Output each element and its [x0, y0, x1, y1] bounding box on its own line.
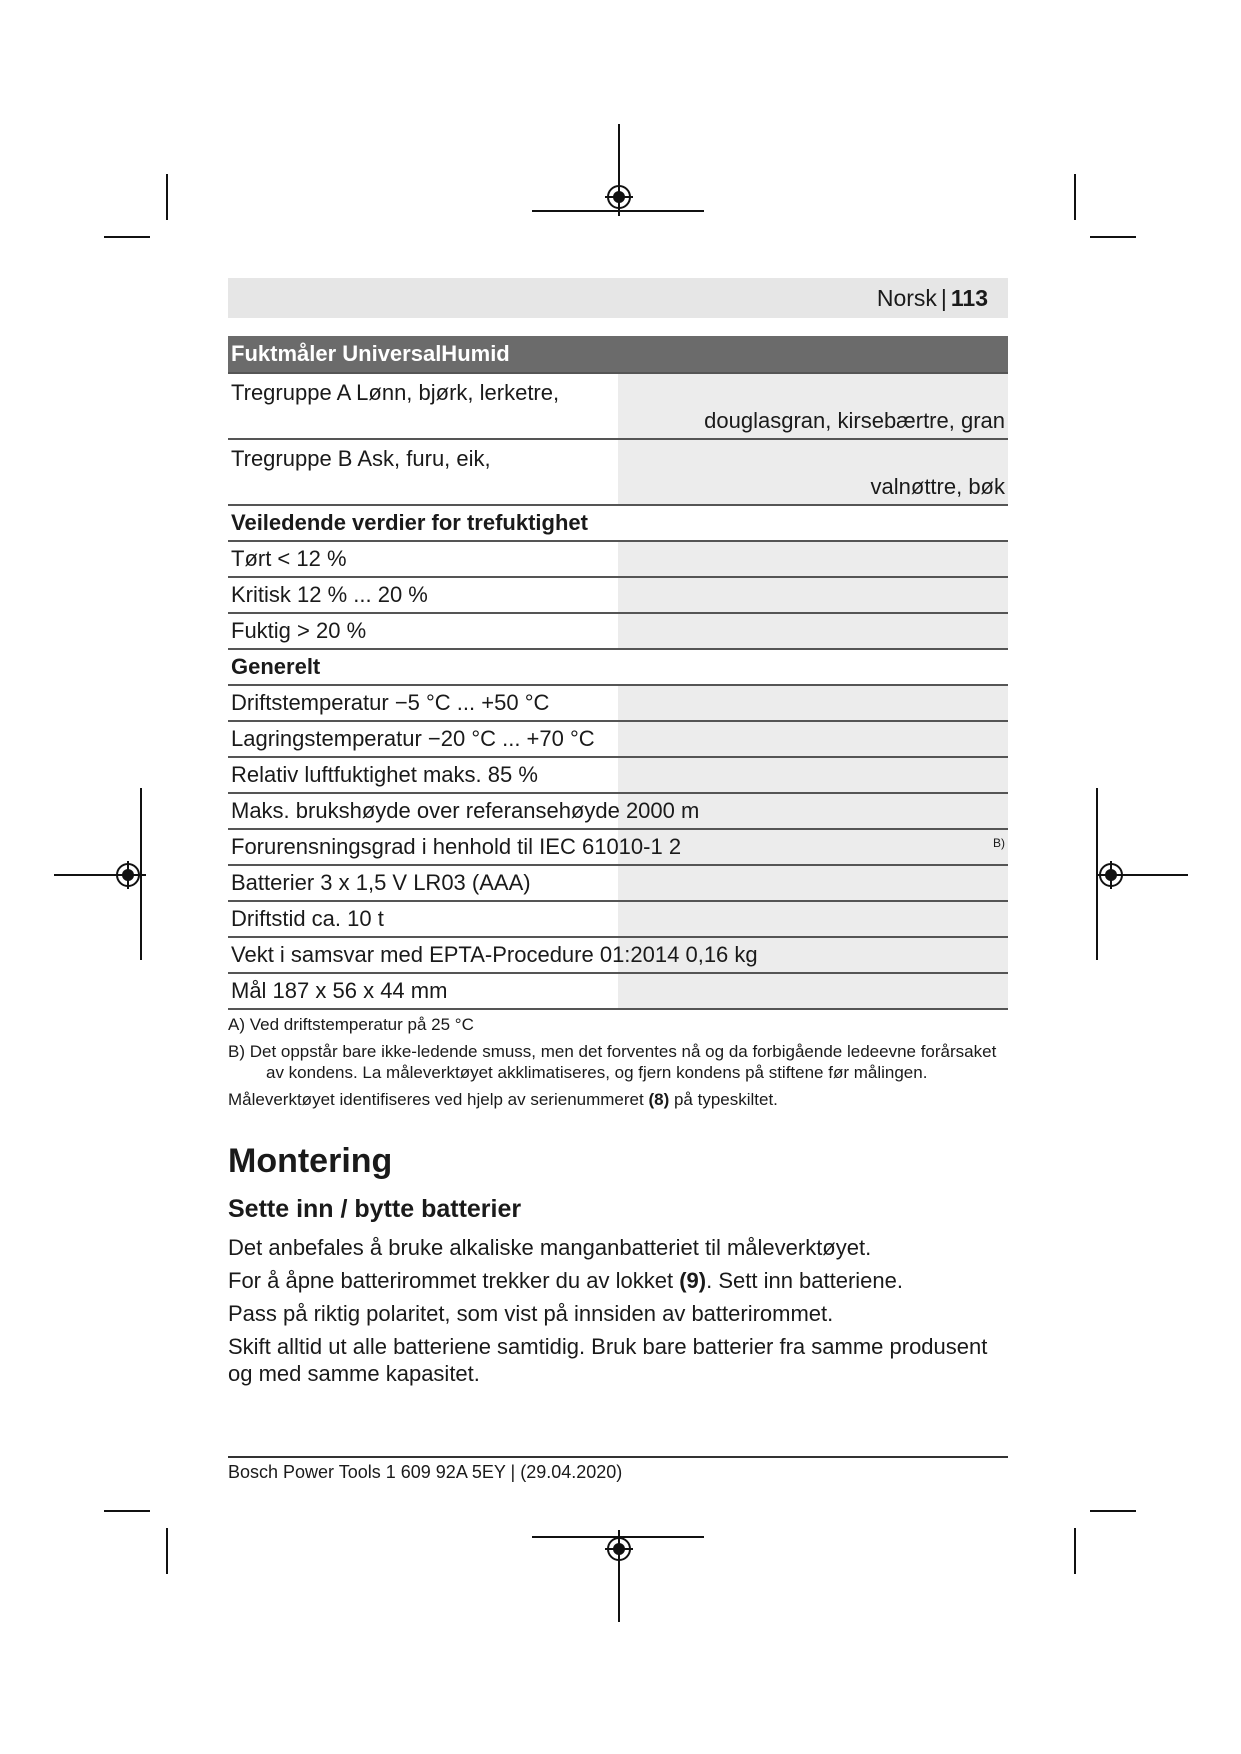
spec-label-continuation: douglasgran, kirsebærtre, gran: [704, 408, 1005, 433]
spec-label-continuation: valnøttre, bøk: [870, 474, 1005, 499]
spec-label-text: Fuktig > 20 %: [231, 618, 367, 643]
spec-label-text: Maks. brukshøyde over referansehøyde 2000 m: [231, 798, 700, 823]
spec-label-text: Mål 187 x 56 x 44 mm: [231, 978, 448, 1003]
serial-note-ref: (8): [648, 1090, 670, 1109]
crop-mark: [104, 1510, 150, 1512]
spec-value-cell: [618, 901, 1008, 937]
spec-label: [228, 541, 618, 577]
spec-row: [228, 793, 1008, 829]
registration-mark-icon: [114, 861, 142, 889]
spec-table: [228, 336, 1008, 1010]
footnotes: [228, 1014, 1008, 1110]
spec-label: [228, 721, 618, 757]
spec-row: [228, 613, 1008, 649]
spec-section-label: Veiledende verdier for trefuktighet: [228, 505, 1008, 541]
spec-value-cell: [618, 973, 1008, 1009]
serial-note-text: Måleverktøyet identifiseres ved hjelp av serienummeret: [228, 1090, 649, 1109]
spec-label: [228, 613, 618, 649]
page-number: 113: [950, 284, 988, 311]
spec-table-title: Fuktmåler UniversalHumid: [228, 336, 1008, 373]
spec-section-label: Generelt: [228, 649, 1008, 685]
spec-row: [228, 721, 1008, 757]
spec-value-cell: [618, 685, 1008, 721]
header-separator: |: [940, 284, 947, 311]
spec-label: [228, 937, 758, 973]
crop-mark: [1090, 236, 1136, 238]
crop-mark: [1074, 174, 1076, 220]
spec-table-title-row: [228, 336, 1008, 373]
page-footer: [228, 1456, 1008, 1483]
spec-label: [228, 373, 618, 439]
spec-row: [228, 577, 1008, 613]
footnote-a: A) Ved driftstemperatur på 25 °C: [228, 1015, 474, 1034]
crop-mark: [166, 1528, 168, 1574]
spec-label: [228, 685, 618, 721]
spec-row: [228, 541, 1008, 577]
crop-mark: [166, 174, 168, 220]
paragraph-ref: (9): [679, 1268, 707, 1293]
spec-label: [228, 973, 618, 1009]
spec-value-cell: [618, 577, 1008, 613]
spec-row: [228, 829, 1008, 865]
registration-mark-icon: [605, 183, 633, 211]
spec-label: [228, 865, 618, 901]
spec-value-cell: [618, 613, 1008, 649]
spec-label-text: Tørt < 12 %: [231, 546, 347, 571]
spec-label-text: Kritisk 12 % ... 20 %: [231, 582, 428, 607]
crop-mark: [1090, 1510, 1136, 1512]
paragraph: Det anbefales å bruke alkaliske manganbatteriet til måleverktøyet.: [228, 1235, 872, 1260]
serial-note-text-end: på typeskiltet.: [669, 1090, 778, 1109]
spec-row: [228, 973, 1008, 1009]
page-content: [228, 278, 1008, 1393]
spec-row: [228, 439, 1008, 505]
section-heading: Montering: [228, 1142, 393, 1180]
serial-note: [228, 1089, 1008, 1110]
spec-row: [228, 373, 1008, 439]
spec-row: [228, 757, 1008, 793]
spec-label-text: Vekt i samsvar med EPTA-Procedure 01:2014 0,16 kg: [231, 942, 758, 967]
spec-value-cell: [618, 721, 1008, 757]
spec-value-cell: [618, 373, 1008, 439]
spec-value-cell: [618, 541, 1008, 577]
footnote-b: B) Det oppstår bare ikke-ledende smuss, men det forventes nå og da forbigående ledeevne forårsaket av kondens. La måleverktøyet akklimatiseres, og fjern kondens på stiftene før målingen.: [228, 1042, 997, 1082]
crop-mark: [1074, 1528, 1076, 1574]
paragraph: Skift alltid ut alle batteriene samtidig. Bruk bare batterier fra samme produsent og med samme kapasitet.: [228, 1334, 988, 1386]
spec-label-text: Lagringstemperatur −20 °C ... +70 °C: [231, 726, 595, 751]
paragraph: [228, 1267, 1008, 1294]
spec-label: [228, 757, 618, 793]
spec-label-text: Tregruppe A Lønn, bjørk, lerketre,: [231, 380, 560, 405]
paragraph-text: For å åpne batterirommet trekker du av lokket: [228, 1268, 680, 1293]
spec-label-text: Driftstemperatur −5 °C ... +50 °C: [231, 690, 550, 715]
spec-label: [228, 439, 618, 505]
spec-section-row: [228, 649, 1008, 685]
spec-value-cell: [618, 865, 1008, 901]
header-language: Norsk: [876, 284, 937, 311]
spec-label-text: Relativ luftfuktighet maks. 85 %: [231, 762, 538, 787]
section-subheading: Sette inn / bytte batterier: [228, 1195, 522, 1223]
spec-row: [228, 685, 1008, 721]
footer-text: Bosch Power Tools 1 609 92A 5EY | (29.04.2020): [228, 1462, 623, 1482]
running-header: [228, 278, 1008, 318]
spec-label: [228, 829, 682, 865]
registration-mark-icon: [1097, 861, 1125, 889]
paragraph: Pass på riktig polaritet, som vist på innsiden av batterirommet.: [228, 1301, 834, 1326]
spec-label-text: Driftstid ca. 10 t: [231, 906, 384, 931]
spec-label: [228, 901, 618, 937]
paragraph-text-end: . Sett inn batteriene.: [706, 1268, 903, 1293]
spec-value-cell: [618, 757, 1008, 793]
spec-label-text: Tregruppe B Ask, furu, eik,: [231, 446, 491, 471]
spec-label: [228, 793, 700, 829]
spec-label: [228, 577, 618, 613]
spec-label-text: Forurensningsgrad i henhold til IEC 61010-1 2: [231, 834, 682, 859]
section-body: [228, 1234, 1008, 1387]
spec-section-row: [228, 505, 1008, 541]
spec-row: [228, 901, 1008, 937]
crop-mark: [104, 236, 150, 238]
footnote-marker: B): [993, 836, 1005, 850]
spec-value-cell: [618, 439, 1008, 505]
spec-row: [228, 865, 1008, 901]
spec-label-text: Batterier 3 x 1,5 V LR03 (AAA): [231, 870, 531, 895]
registration-mark-icon: [605, 1535, 633, 1563]
spec-row: [228, 937, 1008, 973]
